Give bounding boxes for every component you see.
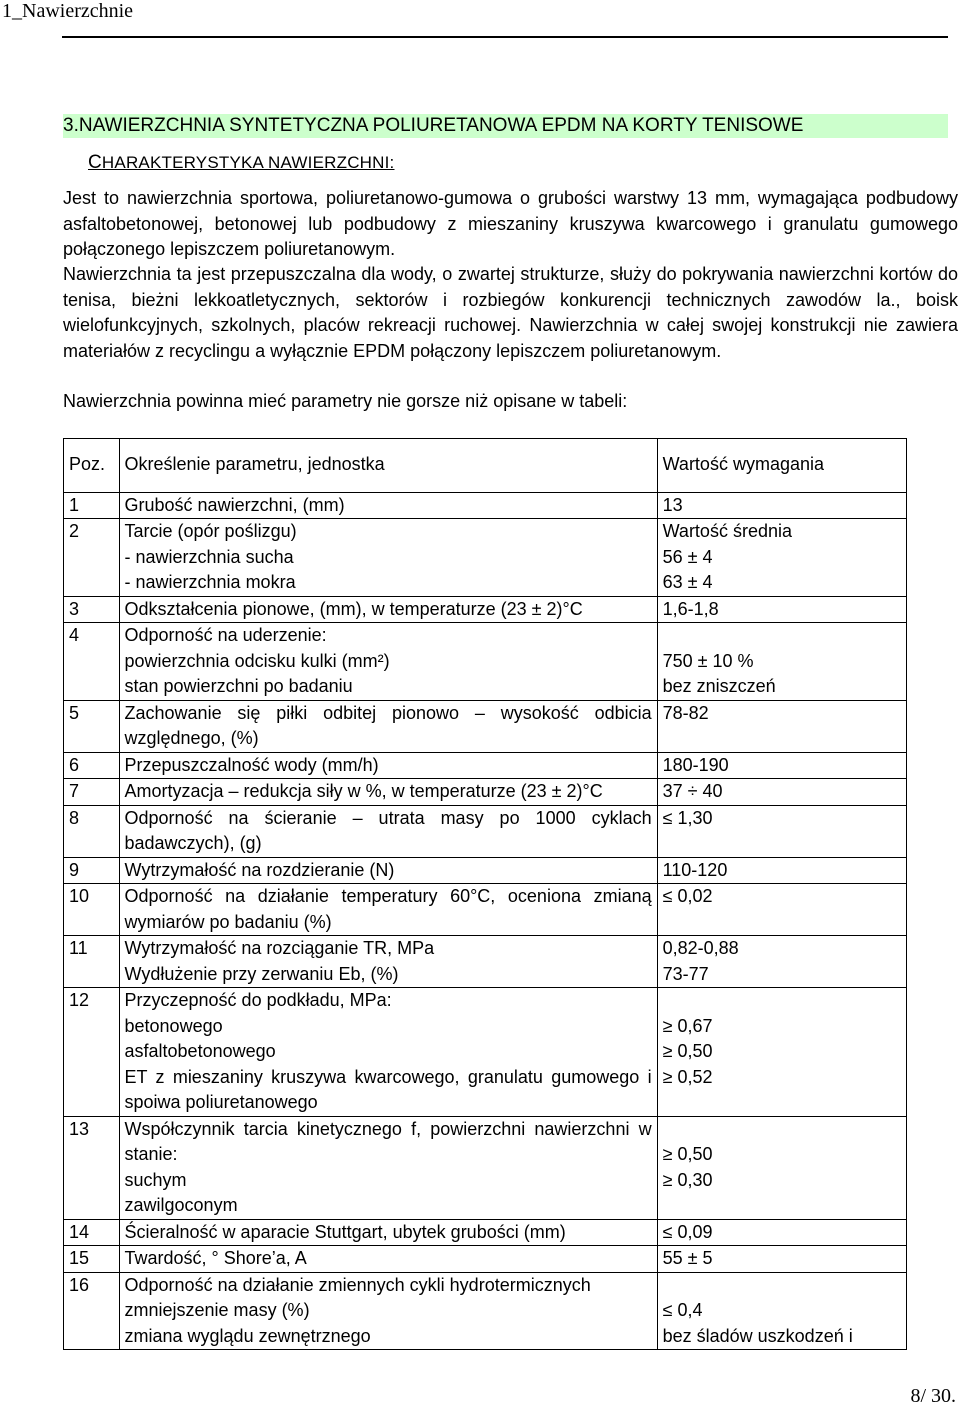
row-position [64, 779, 120, 806]
row-value [657, 1116, 906, 1219]
table-row [64, 519, 907, 597]
row-parameter [119, 519, 657, 597]
row-position [64, 596, 120, 623]
row-position-text: 14 [69, 1221, 90, 1242]
row-value [657, 884, 906, 936]
row-parameter-text: Tarcie (opór poślizgu) - nawierzchnia sucha - nawierzchnia mokra [124, 521, 297, 592]
row-position-text: 11 [69, 938, 88, 958]
row-parameter [119, 700, 657, 752]
row-value [657, 700, 906, 752]
table-row [64, 700, 907, 752]
row-value [657, 623, 906, 701]
table-row [64, 752, 907, 779]
row-position [64, 623, 120, 701]
parameters-table [63, 438, 907, 1350]
row-parameter [119, 1272, 657, 1350]
row-value-text: 37 ÷ 40 [662, 781, 723, 801]
row-position-text: 3 [69, 598, 80, 619]
row-parameter-text: Odporność na uderzenie: powierzchnia odcisku kulki (mm²) stan powierzchni po badaniu [124, 625, 390, 696]
row-value [657, 596, 906, 623]
row-parameter [119, 623, 657, 701]
row-value-text: 0,82-0,88 73-77 [662, 938, 739, 984]
row-parameter [119, 752, 657, 779]
row-position-text: 16 [69, 1274, 90, 1295]
row-value-text: ≤ 1,30 [662, 807, 713, 828]
row-parameter-text: Amortyzacja – redukcja siły w %, w temperaturze (23 ± 2)°C [124, 781, 603, 801]
row-position [64, 884, 120, 936]
row-position-text: 7 [69, 781, 80, 801]
row-parameter-text: Zachowanie się piłki odbitej pionowo – wysokość odbicia względnego, (%) [124, 702, 652, 748]
row-parameter-text: Współczynnik tarcia kinetycznego f, powierzchni nawierzchni w stanie: suchym zawilgoconym [124, 1118, 652, 1215]
paragraph-table-intro: Nawierzchnia powinna mieć parametry nie gorsze niż opisane w tabeli: [63, 391, 628, 411]
row-position-text: 6 [69, 754, 80, 775]
table-row [64, 1246, 907, 1273]
row-parameter-text: Odkształcenia pionowe, (mm), w temperaturze (23 ± 2)°C [124, 598, 583, 619]
row-parameter [119, 857, 657, 884]
row-parameter [119, 779, 657, 806]
table-row [64, 936, 907, 988]
row-position-text: 8 [69, 807, 80, 828]
table-row [64, 805, 907, 857]
row-value-text: Wartość średnia 56 ± 4 63 ± 4 [662, 521, 792, 592]
row-value [657, 857, 906, 884]
paragraph-usage: Nawierzchnia ta jest przepuszczalna dla wody, o zwartej strukturze, służy do pokrywania nawierzchni kortów do tenisa, bieżni lekkoatletycznych, sektorów i rozbiegów konkurencji technicznych zawodów la., boisk wielofunkcyjnych, szkolnych, placów rekreacji ruchowej. Nawierzchnia w całej swojej konstrukcji nie zawiera materiałów z recyclingu a wyłącznie EPDM połączony lepiszczem poliuretanowym. [63, 264, 958, 361]
row-parameter [119, 884, 657, 936]
row-parameter-text: Przyczepność do podkładu, MPa: betonowego asfaltobetonowego ET z mieszaniny kruszywa kwarcowego, granulatu gumowego i spoiwa poliuretanowego [124, 990, 652, 1112]
row-position [64, 936, 120, 988]
row-position [64, 519, 120, 597]
row-position [64, 805, 120, 857]
row-value-text: ≤ 0,09 [662, 1221, 713, 1242]
row-parameter [119, 1116, 657, 1219]
row-position [64, 1272, 120, 1350]
row-value [657, 805, 906, 857]
row-position-text: 15 [69, 1248, 90, 1268]
row-value-text: 13 [662, 494, 683, 515]
row-value-text: 78-82 [662, 702, 709, 723]
row-value-text: 180-190 [662, 754, 729, 775]
row-parameter [119, 936, 657, 988]
row-position [64, 857, 120, 884]
subtitle-rest: HARAKTERYSTYKA NAWIERZCHNI: [101, 153, 395, 172]
row-parameter-text: Odporność na ścieranie – utrata masy po 1000 cyklach badawczych), (g) [124, 807, 652, 853]
row-position-text: 1 [69, 494, 80, 515]
row-value [657, 1219, 906, 1246]
row-position-text: 12 [69, 990, 90, 1010]
paragraph-description: Jest to nawierzchnia sportowa, poliuretanowo-gumowa o grubości warstwy 13 mm, wymagająca podbudowy asfaltobetonowej, betonowej lub podbudowy z mieszaniny kruszywa kwarcowego i granulatu gumowego połączonego lepiszczem poliuretanowym. [63, 188, 958, 259]
row-parameter-text: Odporność na działanie zmiennych cykli hydrotermicznych zmniejszenie masy (%) zmiana wyglądu zewnętrznego [124, 1274, 591, 1346]
table-row [64, 988, 907, 1117]
table-row [64, 596, 907, 623]
row-position-text: 10 [69, 886, 90, 906]
row-position [64, 700, 120, 752]
row-value [657, 936, 906, 988]
row-parameter-text: Grubość nawierzchni, (mm) [124, 494, 345, 515]
row-value [657, 988, 906, 1117]
row-parameter-text: Ścieralność w aparacie Stuttgart, ubytek grubości (mm) [124, 1221, 566, 1242]
row-value-text: ≥ 0,50 ≥ 0,30 [662, 1144, 713, 1190]
row-position-text: 5 [69, 702, 80, 723]
header-rule [62, 36, 948, 38]
page-number: 8/ 30. [910, 1385, 956, 1407]
table-row [64, 1272, 907, 1350]
row-parameter [119, 596, 657, 623]
document-header-label: 1_Nawierzchnie [2, 0, 134, 22]
row-position-text: 2 [69, 521, 80, 541]
row-parameter-text: Wytrzymałość na rozciąganie TR, MPa Wydłużenie przy zerwaniu Eb, (%) [124, 938, 435, 984]
row-position [64, 492, 120, 519]
table-row [64, 1219, 907, 1246]
header-param: Określenie parametru, jednostka [119, 439, 657, 493]
row-parameter [119, 1219, 657, 1246]
row-parameter [119, 492, 657, 519]
row-position [64, 752, 120, 779]
section-title: 3.NAWIERZCHNIA SYNTETYCZNA POLIURETANOWA EPDM NA KORTY TENISOWE [63, 114, 948, 138]
table-row [64, 492, 907, 519]
row-position [64, 1116, 120, 1219]
row-position [64, 1219, 120, 1246]
row-value-text: ≥ 0,67 ≥ 0,50 ≥ 0,52 [662, 1015, 713, 1087]
table-row [64, 623, 907, 701]
row-position [64, 988, 120, 1117]
row-value [657, 779, 906, 806]
row-parameter [119, 1246, 657, 1273]
row-value [657, 1272, 906, 1350]
row-value-text: 1,6-1,8 [662, 598, 719, 619]
row-value-text: 750 ± 10 % bez zniszczeń [662, 650, 776, 696]
row-value-text: ≤ 0,02 [662, 886, 713, 906]
table-row [64, 857, 907, 884]
row-position-text: 4 [69, 625, 80, 645]
subtitle-initial: C [88, 152, 102, 173]
row-value-text: 110-120 [662, 859, 728, 880]
row-value-text: 55 ± 5 [662, 1248, 713, 1268]
row-parameter-text: Wytrzymałość na rozdzieranie (N) [124, 859, 395, 880]
row-position [64, 1246, 120, 1273]
row-value [657, 492, 906, 519]
table-row [64, 1116, 907, 1219]
row-value [657, 752, 906, 779]
row-parameter-text: Twardość, ° Shore’a, A [124, 1248, 307, 1268]
header-value: Wartość wymagania [657, 439, 906, 493]
row-parameter-text: Odporność na działanie temperatury 60°C, oceniona zmianą wymiarów po badaniu (%) [124, 886, 652, 932]
row-value-text: ≤ 0,4 bez śladów uszkodzeń i [662, 1300, 853, 1346]
table-header-row [64, 439, 907, 493]
table-row [64, 884, 907, 936]
row-parameter [119, 805, 657, 857]
table-row [64, 779, 907, 806]
row-parameter-text: Przepuszczalność wody (mm/h) [124, 754, 379, 775]
row-parameter [119, 988, 657, 1117]
row-value [657, 519, 906, 597]
row-position-text: 13 [69, 1118, 90, 1139]
row-position-text: 9 [69, 859, 80, 880]
header-pos: Poz. [64, 439, 120, 493]
row-value [657, 1246, 906, 1273]
section-subtitle [88, 152, 394, 174]
